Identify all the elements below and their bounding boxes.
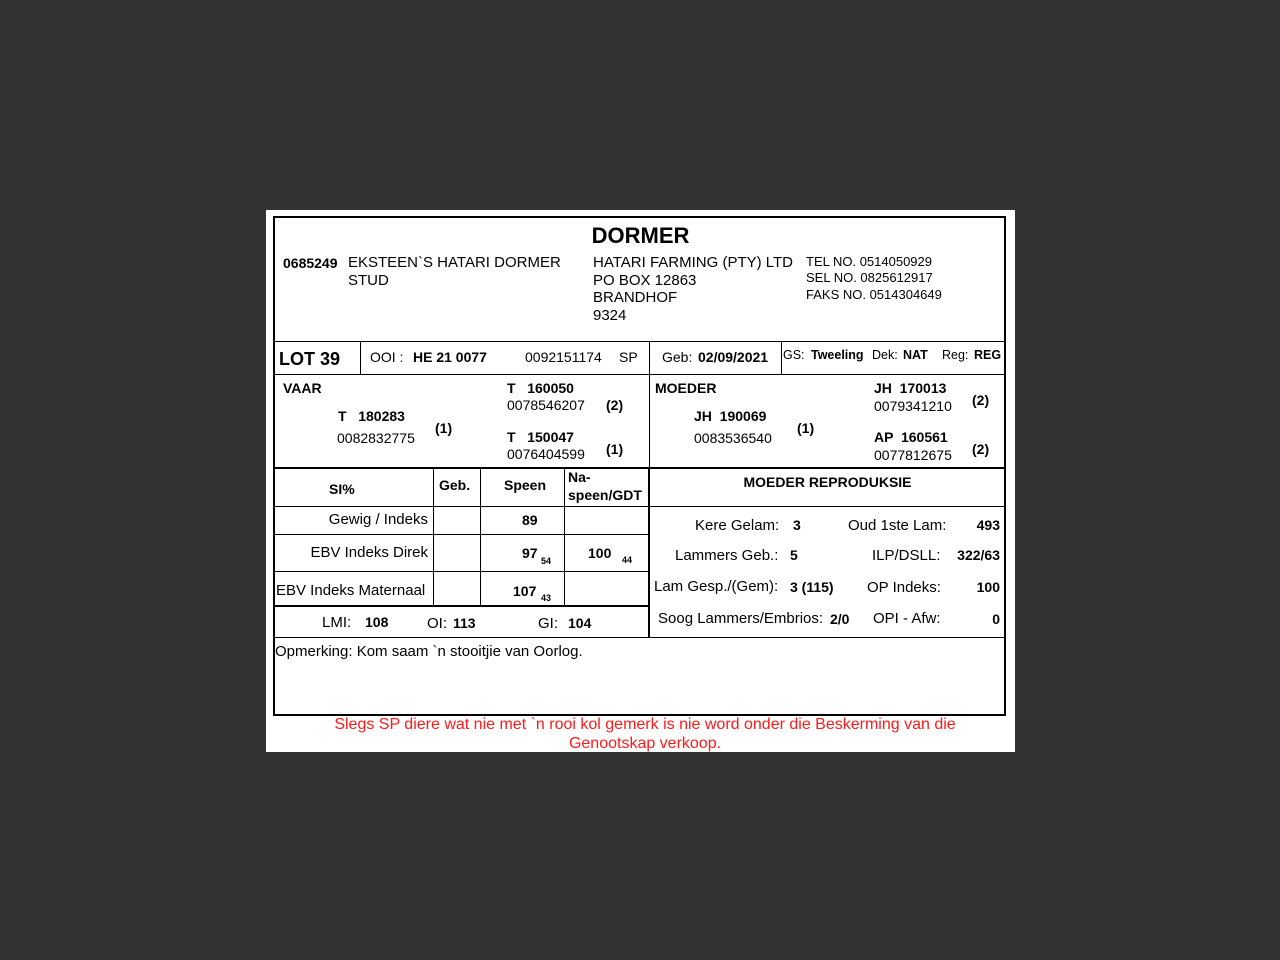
sel-number: SEL NO. 0825612917 [806,270,933,285]
divider-header [274,341,1006,342]
dam-dam-mark: (2) [972,441,990,457]
divider-lot-2 [649,341,650,468]
sire-heading: VAAR [283,380,322,396]
lmi-label: LMI: [322,614,352,631]
si-naspeen-value: 100 [588,545,612,561]
si-row-label: EBV Indeks Maternaal [276,582,426,599]
gi-value: 104 [568,615,592,631]
sex-label: OOI : [370,349,404,365]
sire-dam-mark: (1) [606,441,624,457]
sire-id: T 180283 [338,408,405,424]
gi-label: GI: [538,615,559,632]
kere-gelam-label: Kere Gelam: [695,517,780,534]
dek-label: Dek: [872,348,898,362]
address-po-box: PO BOX 12863 [593,272,697,289]
address-town: BRANDHOF [593,289,678,306]
ilp-dsll-value: 322/63 [957,547,1000,563]
ilp-dsll-label: ILP/DSLL: [872,547,941,564]
breed-title: DORMER [591,223,690,248]
naspeen-column-header-line2: speen/GDT [568,487,642,503]
lammers-geb-label: Lammers Geb.: [675,547,779,564]
op-indeks-label: OP Indeks: [867,579,941,596]
birth-date: 02/09/2021 [698,349,769,365]
reg-value: REG [974,348,1002,362]
sp-marker: SP [619,349,638,365]
sire-dam-number: 0076404599 [507,446,585,462]
oud-1ste-lam-value: 493 [976,517,1000,533]
reproduction-title: MOEDER REPRODUKSIE [743,474,912,490]
address-postal-code: 9324 [593,307,627,324]
divider-remarks [274,637,1006,638]
geb-label: Geb: [662,349,693,365]
si-speen-subscript: 54 [541,556,552,566]
stud-name-line1: EKSTEEN`S HATARI DORMER [348,254,561,271]
si-row-label: Gewig / Indeks [328,511,428,528]
stud-name-line2: STUD [348,272,389,289]
registration-number: 0092151174 [525,349,602,365]
dam-sire-number: 0079341210 [874,398,952,414]
faks-number: FAKS NO. 0514304649 [806,287,942,302]
divider-lot [274,374,1006,375]
dam-id: JH 190069 [694,408,767,424]
tel-number: TEL NO. 0514050929 [806,254,932,269]
member-number: 0685249 [283,255,338,271]
animal-id: HE 21 0077 [413,349,487,365]
kere-gelam-value: 3 [793,517,801,533]
opi-afw-value: 0 [992,611,1000,627]
lmi-value: 108 [365,614,389,630]
reg-label: Reg: [942,348,969,362]
dam-heading: MOEDER [655,380,717,396]
soog-lammers-value: 2/0 [830,611,850,627]
si-col-border-3 [564,469,565,605]
si-col-border-2 [480,469,481,605]
lam-gesp-value: 3 (115) [790,579,834,595]
si-row-label: EBV Indeks Direk [310,544,428,561]
si-col-border-4 [648,469,650,637]
divider-lot-3 [781,341,782,374]
sire-dam-id: T 150047 [507,429,574,445]
remarks: Opmerking: Kom saam `n stooitjie van Oorlog. [275,643,583,660]
si-speen-value: 97 [522,545,538,561]
lammers-geb-value: 5 [790,547,798,563]
sire-sire-id: T 160050 [507,380,574,396]
speen-column-header: Speen [504,477,547,493]
geb-column-header: Geb. [439,477,471,493]
si-column-header: SI% [329,481,355,497]
sire-mark: (1) [435,420,453,436]
oi-value: 113 [453,615,476,631]
op-indeks-value: 100 [976,579,1000,595]
dam-sire-mark: (2) [972,392,990,408]
lot-number: LOT 39 [279,349,341,369]
sire-sire-number: 0078546207 [507,397,585,413]
dek-value: NAT [903,348,928,362]
footer-notice-line2: Genootskap verkoop. [568,735,722,752]
sire-number: 0082832775 [337,430,415,446]
oud-1ste-lam-label: Oud 1ste Lam: [848,517,947,534]
gs-value: Tweeling [811,348,864,362]
si-speen-value: 107 [513,583,537,599]
dam-number: 0083536540 [694,430,772,446]
dam-dam-id: AP 160561 [874,429,948,445]
dam-mark: (1) [797,420,815,436]
divider-lot-1 [360,341,361,374]
soog-lammers-label: Soog Lammers/Embrios: [658,610,824,627]
lot-catalogue-card [266,210,1015,752]
si-speen-value: 89 [522,512,538,528]
sire-sire-mark: (2) [606,397,624,413]
si-row-border-4 [274,605,649,607]
si-row-border-2 [274,534,649,535]
footer-notice-line1: Slegs SP diere wat nie met `n rooi kol gemerk is nie word onder die Beskerming van die [334,716,956,733]
si-row-border-3 [274,571,649,572]
oi-label: OI: [427,615,448,632]
si-naspeen-subscript: 44 [622,555,633,565]
naspeen-column-header-line1: Na- [568,469,591,485]
farm-name: HATARI FARMING (PTY) LTD [593,254,794,271]
opi-afw-label: OPI - Afw: [873,610,941,627]
lam-gesp-label: Lam Gesp./(Gem): [654,578,779,595]
si-speen-subscript: 43 [541,593,552,603]
si-row-border-1 [274,506,649,507]
divider-pedigree [274,467,1006,469]
gs-label: GS: [783,348,805,362]
dam-sire-id: JH 170013 [874,380,947,396]
si-col-border-1 [433,469,434,605]
repro-title-border [649,506,1006,507]
dam-dam-number: 0077812675 [874,447,952,463]
